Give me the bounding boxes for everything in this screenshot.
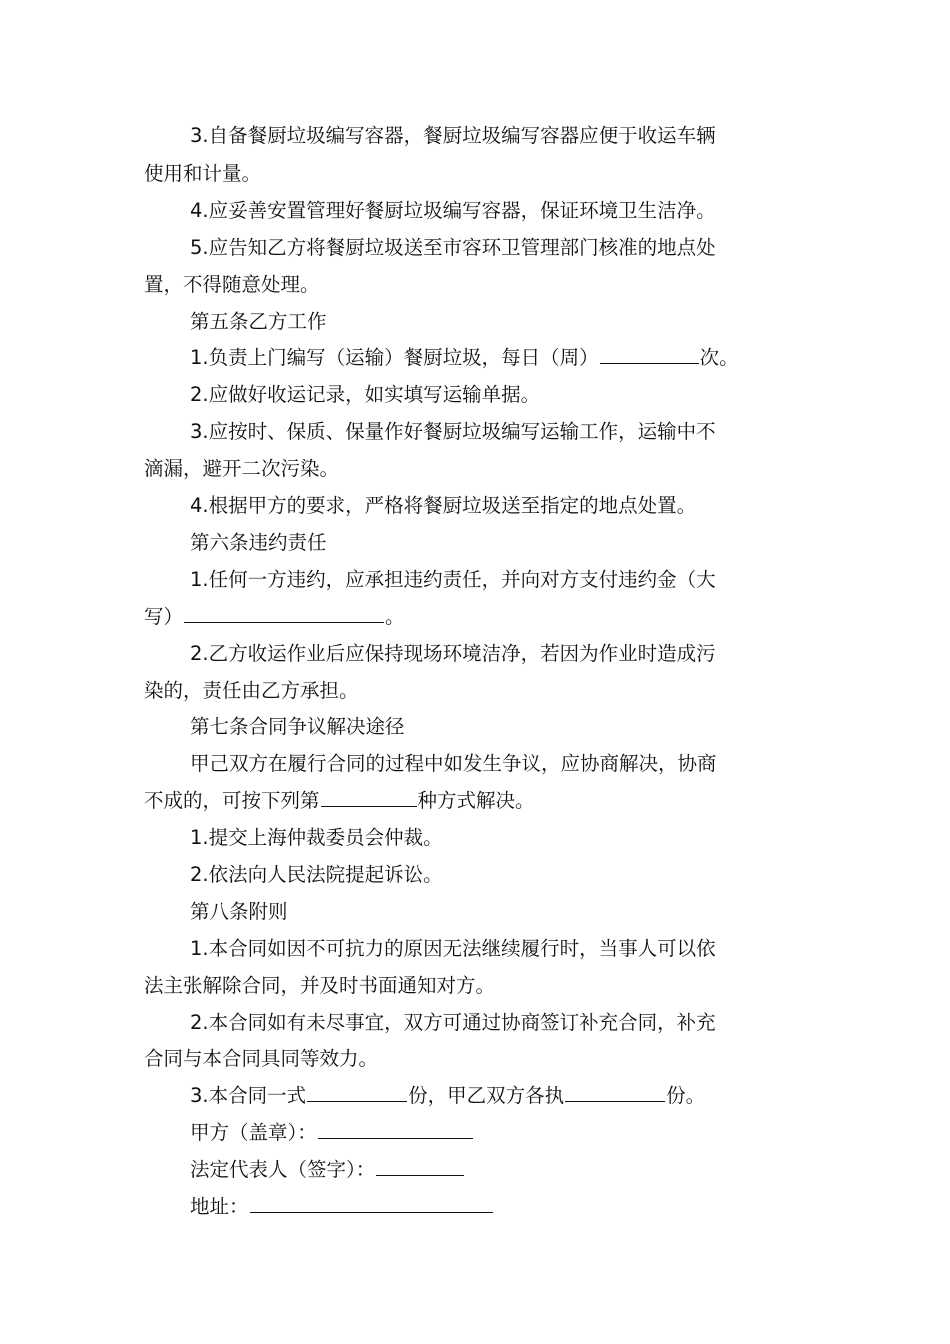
address-line <box>190 1195 494 1219</box>
clause-7-item-2: 2.依法向人民法院提起诉讼。 <box>190 863 443 886</box>
clause-5-item-1-pre: 1.负责上门编写（运输）餐厨垃圾，每日（周） <box>190 346 599 369</box>
legal-representative-line <box>190 1158 465 1182</box>
clause-8-item-3-mid: 份，甲乙双方各执 <box>408 1084 565 1107</box>
clause-8-item-2-line-1: 2.本合同如有未尽事宜，双方可通过协商签订补充合同，补充 <box>190 1011 716 1034</box>
blank-field <box>565 1084 665 1102</box>
clause-6-item-2-line-2: 染的，责任由乙方承担。 <box>144 679 359 702</box>
clause-8-item-1-line-1: 1.本合同如因不可抗力的原因无法继续履行时，当事人可以依 <box>190 937 716 960</box>
clause-4-item-4: 4.应妥善安置管理好餐厨垃圾编写容器，保证环境卫生洁净。 <box>190 199 716 222</box>
blank-field <box>321 789 417 807</box>
clause-5-item-2: 2.应做好收运记录，如实填写运输单据。 <box>190 383 541 406</box>
party-a-seal-line <box>190 1121 474 1145</box>
clause-6-item-1-post: 。 <box>385 605 405 628</box>
clause-6-item-1-line-1: 1.任何一方违约，应承担违约责任，并向对方支付违约金（大 <box>190 568 716 591</box>
clause-6-item-2-line-1: 2.乙方收运作业后应保持现场环境洁净，若因为作业时造成污 <box>190 642 716 665</box>
clause-7-body-pre: 不成的，可按下列第 <box>144 789 320 812</box>
blank-field <box>250 1195 493 1213</box>
legal-representative-label: 法定代表人（签字）： <box>190 1158 376 1181</box>
party-a-seal-label: 甲方（盖章）： <box>190 1121 317 1144</box>
clause-8-item-3-post: 份。 <box>666 1084 706 1107</box>
clause-8-item-3-pre: 3.本合同一式 <box>190 1084 307 1107</box>
clause-6-item-1-line-2 <box>144 605 405 629</box>
clause-8-item-1-line-2: 法主张解除合同，并及时书面通知对方。 <box>144 974 496 997</box>
clause-4-item-5-line-1: 5.应告知乙方将餐厨垃圾送至市容环卫管理部门核准的地点处 <box>190 236 716 259</box>
clause-7-body-line-2 <box>144 789 535 813</box>
clause-5-item-1-post: 次。 <box>699 346 739 369</box>
clause-4-item-3-line-1: 3.自备餐厨垃圾编写容器，餐厨垃圾编写容器应便于收运车辆 <box>190 124 716 147</box>
clause-5-item-3-line-1: 3.应按时、保质、保量作好餐厨垃圾编写运输工作，运输中不 <box>190 420 716 443</box>
clause-7-item-1: 1.提交上海仲裁委员会仲裁。 <box>190 826 443 849</box>
clause-7-heading: 第七条合同争议解决途径 <box>190 715 405 738</box>
clause-7-body-post: 种方式解决。 <box>417 789 535 812</box>
clause-5-item-4: 4.根据甲方的要求，严格将餐厨垃圾送至指定的地点处置。 <box>190 494 697 517</box>
clause-8-item-3 <box>190 1084 705 1108</box>
clause-6-heading: 第六条违约责任 <box>190 531 327 554</box>
clause-5-heading: 第五条乙方工作 <box>190 310 327 333</box>
clause-4-item-5-line-2: 置，不得随意处理。 <box>144 273 320 296</box>
blank-field <box>318 1121 473 1139</box>
clause-5-item-3-line-2: 滴漏，避开二次污染。 <box>144 457 340 480</box>
blank-field <box>307 1084 407 1102</box>
clause-4-item-3-line-2: 使用和计量。 <box>144 162 262 185</box>
blank-field <box>184 605 384 623</box>
blank-field <box>600 346 699 364</box>
address-label: 地址： <box>190 1195 249 1218</box>
clause-6-item-1-pre: 写） <box>144 605 184 628</box>
blank-field <box>376 1158 464 1176</box>
clause-8-heading: 第八条附则 <box>190 900 288 923</box>
clause-7-body-line-1: 甲己双方在履行合同的过程中如发生争议，应协商解决，协商 <box>190 752 717 775</box>
clause-5-item-1 <box>190 346 739 370</box>
clause-8-item-2-line-2: 合同与本合同具同等效力。 <box>144 1047 379 1070</box>
